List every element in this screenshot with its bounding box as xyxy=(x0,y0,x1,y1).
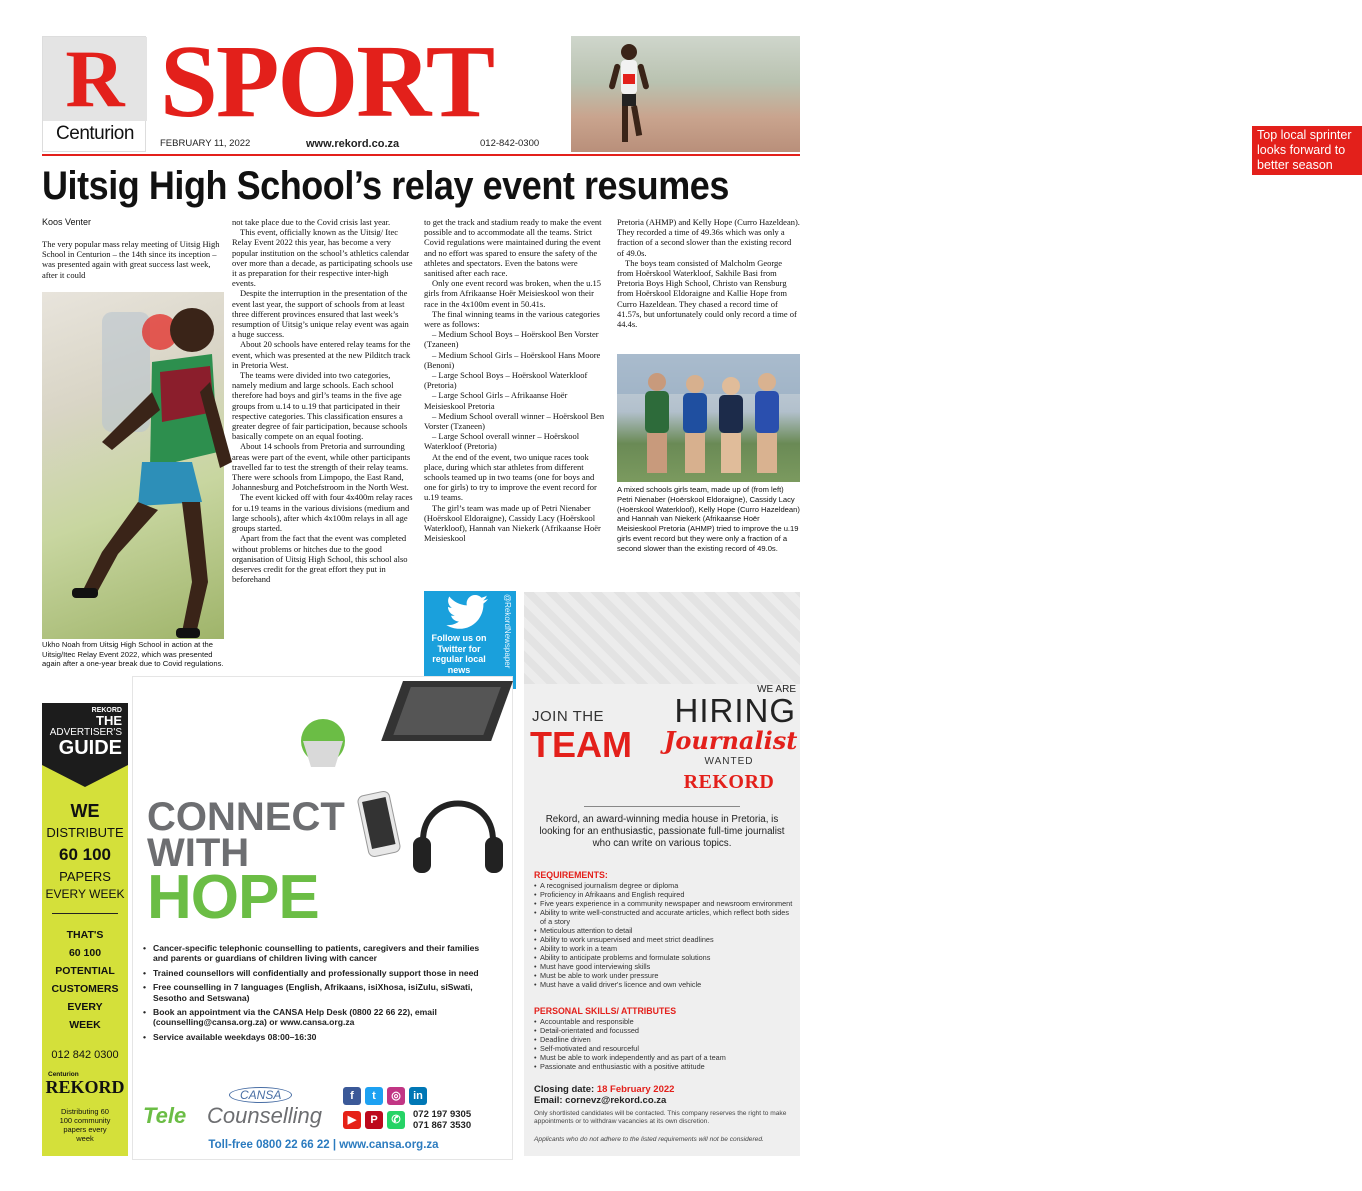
paragraph: – Medium School overall winner – Hoërskool Ben Vorster (Tzaneen) xyxy=(424,410,605,432)
article-column-2 xyxy=(232,217,414,584)
paragraph: The very popular mass relay meeting of Uitsig High School in Centurion – the 14th since its inception – was presented again with great success last week, after it could xyxy=(42,239,220,280)
guide-logo-small: Centurion xyxy=(48,1071,79,1078)
ad-headline-connect xyxy=(147,795,345,875)
list-item: • Ability to work in a team xyxy=(534,944,796,953)
article-column-3 xyxy=(424,217,606,544)
paragraph: About 14 schools from Pretoria and surrounding areas were part of the event, while other participants travelled far to test the strength of their relay teams. There were schools from Limpopo, the East Rand, Johannesburg and Potchefstroom in the North West. xyxy=(232,441,411,493)
paragraph: At the end of the event, two unique races took place, during which star athletes from different schools teamed up in two teams (one for boys and one for girls) to try to improve the event record for u.19 teams. xyxy=(424,451,597,503)
sprinter-photo xyxy=(571,36,1352,172)
list-item: • Cancer-specific telephonic counselling to patients, caregivers and their families and parents or guardians of children living with cancer xyxy=(143,943,483,964)
guide-logo-big: REKORD xyxy=(45,1077,125,1097)
list-item: • Meticulous attention to detail xyxy=(534,926,796,935)
guide-count-2: 60 100 xyxy=(68,947,102,959)
closing-date: 18 February 2022 xyxy=(596,1084,675,1095)
pinterest-icon[interactable]: P xyxy=(365,1111,383,1129)
guide-potential: POTENTIAL xyxy=(55,965,115,977)
phone-2: 071 867 3530 xyxy=(413,1120,472,1131)
whatsapp-icon[interactable]: ✆ xyxy=(387,1111,405,1129)
requirements-list xyxy=(534,881,796,989)
cansa-logo xyxy=(143,1087,333,1133)
guide-header xyxy=(42,703,128,765)
guide-week: WEEK xyxy=(69,1019,101,1031)
cansa-logo-top: CANSA xyxy=(229,1087,292,1103)
list-item: • Book an appointment via the CANSA Help Desk (0800 22 66 22), email (counselling@cansa.org.za) or www.cansa.org.za xyxy=(143,1007,483,1028)
cansa-logo-counselling: Counselling xyxy=(207,1103,322,1128)
logo-letter: R xyxy=(43,37,147,121)
guide-divider xyxy=(52,913,118,914)
tollfree-line[interactable]: Toll-free 0800 22 66 22 | www.cansa.org.za xyxy=(208,1139,439,1151)
cansa-counselling-ad[interactable] xyxy=(132,676,513,1160)
photo-caption: A mixed schools girls team, made up of (from left) Petri Nienaber (Hoërskool Eldoraigne), Cassidy Lacy (Hoërskool Waterkloof), Kelly Hope (Curro Hazeldean) and Hannah van Niekerk (Afrikaanse Hoër Meisieskool Pretoria (AHMP) tried to improve the u.19 girls event record but they were only a fraction of a second slower than the existing record of 49.0s. xyxy=(617,485,800,553)
paragraph: The teams were divided into two categories, namely medium and large schools. Each school therefore had boys and girl’s teams in the five age groups from u.14 to u.19 that participated in their respective categories. This classification ensures a greater degree of fair participation, because schools basically compete on an equal footing. xyxy=(232,370,408,442)
cansa-logo-tele: Tele xyxy=(143,1103,187,1128)
list-item: • Service available weekdays 08:00–16:30 xyxy=(143,1032,483,1042)
list-item: • Must be able to work independently and as part of a team xyxy=(534,1053,796,1062)
requirements-heading: REQUIREMENTS: xyxy=(534,870,608,880)
ad-headline-hope: HOPE xyxy=(147,863,319,932)
paragraph: – Large School overall winner – Hoërskool Waterkloof (Pretoria) xyxy=(424,431,580,452)
youtube-icon[interactable]: ▶ xyxy=(343,1111,361,1129)
whatsapp-numbers xyxy=(413,1109,471,1131)
athlete-figure-icon xyxy=(42,292,224,639)
paragraph: This event, officially known as the Uitsig/ Itec Relay Event 2022 this year, has become a very popular institution on the school’s athletics calendar over more than a decade, as participating schools use it as preparation for their respective inter-high events. xyxy=(232,227,413,289)
join-text: JOIN THE xyxy=(532,708,605,725)
twitter-follow-box[interactable] xyxy=(424,591,516,689)
journalist-hiring-ad[interactable] xyxy=(524,592,800,1156)
paragraph: not take place due to the Covid crisis last year. xyxy=(232,217,391,227)
paragraph: The final winning teams in the various categories were as follows: xyxy=(424,308,600,330)
twitter-message: Follow us on Twitter for regular local news xyxy=(431,633,487,675)
list-item: • Proficiency in Afrikaans and English required xyxy=(534,890,796,899)
guide-customers: CUSTOMERS xyxy=(51,983,119,995)
paragraph: About 20 schools have entered relay teams for the event, which was presented at the new Pilditch track in Pretoria West. xyxy=(232,339,411,370)
teaser-box[interactable]: Top local sprinter looks forward to better season xyxy=(1252,126,1362,175)
list-item: • Passionate and enthusiastic with a positive attitude xyxy=(534,1062,796,1071)
paragraph: Despite the interruption in the presentation of the event last year, the support of schools from at least three different provinces ensured that last week’s resumption of Uitsig’s unique relay event was again a huge success. xyxy=(232,288,409,340)
article-headline: Uitsig High School’s relay event resumes xyxy=(42,164,729,208)
advertisers-guide-ad xyxy=(42,703,128,1156)
rekord-logo xyxy=(42,33,146,152)
list-item: • Accountable and responsible xyxy=(534,1017,796,1026)
connect-text: CONNECT xyxy=(147,795,345,839)
guide-papers: PAPERS xyxy=(59,869,111,884)
guide-distribute: DISTRIBUTE xyxy=(46,825,124,840)
photo-caption: Ukho Noah from Uitsig High School in action at the Uitsig/Itec Relay Event 2022, which was presented again after a one-year break due to Covid regulations. xyxy=(42,640,224,668)
email-line xyxy=(534,1095,674,1106)
with-text: WITH xyxy=(147,831,250,875)
issue-date: FEBRUARY 11, 2022 xyxy=(160,138,251,149)
guide-every-week: EVERY WEEK xyxy=(45,887,125,901)
fine-print-1: Only shortlisted candidates will be contacted. This company reserves the right to make appointments or to withdraw vacancies at its own discretion. xyxy=(534,1110,787,1126)
guide-the: THE xyxy=(96,713,122,728)
closing-line xyxy=(534,1084,674,1095)
guide-thats: THAT'S xyxy=(66,929,104,941)
closing-info xyxy=(534,1084,674,1106)
masthead-rule xyxy=(42,154,800,156)
guide-we: WE xyxy=(70,801,100,821)
phone-1: 072 197 9305 xyxy=(413,1109,472,1120)
divider xyxy=(584,806,740,807)
guide-arrow xyxy=(42,765,128,787)
sprinter-figure-icon xyxy=(611,40,647,148)
paragraph: Only one event record was broken, when the u.15 girls from Afrikaanse Hoër Meisieskool won their race in the 4x100m event in 50.41s. xyxy=(424,278,602,309)
closing-label: Closing date: xyxy=(534,1084,595,1095)
wanted-text: WANTED xyxy=(704,756,754,767)
team-text: TEAM xyxy=(530,724,632,765)
list-item: • Detail-orientated and focussed xyxy=(534,1026,796,1035)
website-link[interactable]: www.rekord.co.za xyxy=(306,138,400,150)
twitter-handle[interactable]: @RekordNewspaper xyxy=(503,594,512,669)
email-label: Email: xyxy=(534,1095,563,1106)
job-intro: Rekord, an award-winning media house in Pretoria, is looking for an enthusiastic, passionate full-time journalist who can write on various topics. xyxy=(539,814,785,849)
paragraph: Apart from the fact that the event was completed without problems or hitches due to the good organisation of Uitsig High School, this school also deserves credit for the great effort they put in beforehand xyxy=(232,533,408,585)
athlete-photo xyxy=(42,292,224,639)
list-item: • Free counselling in 7 languages (English, Afrikaans, isiXhosa, isiZulu, siSwati, Sesotho and Setswana) xyxy=(143,982,483,1003)
paragraph: Pretoria (AHMP) and Kelly Hope (Curro Hazeldean). They recorded a time of 49.36s which was only a fraction of a second slower than the existing record of 49.0s. xyxy=(617,217,800,258)
phone-number: 012-842-0300 xyxy=(480,138,540,149)
paragraph: – Large School Boys – Hoërskool Waterkloof (Pretoria) xyxy=(424,370,588,391)
skills-heading: PERSONAL SKILLS/ ATTRIBUTES xyxy=(534,1006,677,1016)
list-item: • Deadline driven xyxy=(534,1035,796,1044)
team-figures-icon xyxy=(617,354,800,482)
paragraph: The event kicked off with four 4x400m relay races for u.19 teams in the various divisions (medium and large schools), after which 4x100m relays in all age groups started. xyxy=(232,492,413,534)
list-item: • Five years experience in a community newspaper and newsroom environment xyxy=(534,899,796,908)
paragraph: The girl’s team was made up of Petri Nienaber (Hoërskool Eldoraigne), Cassidy Lacy (Hoërskool Waterkloof), Hannah van Niekerk (Afrikaanse Hoër Meisieskool xyxy=(424,502,601,544)
email-link[interactable]: cornevz@rekord.co.za xyxy=(565,1095,667,1106)
girls-team-photo xyxy=(617,354,800,482)
journalist-text: Journalist xyxy=(664,726,798,755)
media-pattern-banner xyxy=(524,592,800,684)
paragraph: – Medium School Boys – Hoërskool Ben Vorster (Tzaneen) xyxy=(424,329,599,350)
section-title: SPORT xyxy=(160,24,494,139)
twitter-bird-icon xyxy=(446,595,490,631)
paragraph: to get the track and stadium ready to make the event possible and to accommodate all the teams. Strict Covid regulations were maintained during the event and no effort was spared to ensure the safety of the athletes and spectators. Even the batons were sanitised after each race. xyxy=(424,217,602,279)
guide-brand: REKORD xyxy=(91,707,122,714)
fine-print-2: Applicants who do not adhere to the listed requirements will not be considered. xyxy=(534,1136,764,1143)
list-item: • Must have good interviewing skills xyxy=(534,962,796,971)
service-list xyxy=(143,943,483,1046)
twitter-icon[interactable]: t xyxy=(365,1087,383,1105)
guide-every: EVERY xyxy=(67,1001,103,1013)
paragraph: – Medium School Girls – Hoërskool Hans Moore (Benoni) xyxy=(424,349,601,370)
logo-place: Centurion xyxy=(56,123,134,144)
list-item: • Ability to anticipate problems and formulate solutions xyxy=(534,953,796,962)
paragraph: – Large School Girls – Afrikaanse Hoër Meisieskool Pretoria xyxy=(424,390,568,411)
guide-count: 60 100 xyxy=(59,845,111,864)
facebook-icon[interactable]: f xyxy=(343,1087,361,1105)
article-column-4 xyxy=(617,217,800,329)
linkedin-icon[interactable]: in xyxy=(409,1087,427,1105)
guide-title: GUIDE xyxy=(58,737,122,759)
guide-phone: 012 842 0300 xyxy=(51,1049,119,1061)
list-item: • Self-motivated and resourceful xyxy=(534,1044,796,1053)
list-item: • Ability to write well-constructed and accurate articles, which reflect both sides of a story xyxy=(534,908,796,926)
instagram-icon[interactable]: ◎ xyxy=(387,1087,405,1105)
hiring-text: HIRING xyxy=(674,692,796,729)
article-column-1 xyxy=(42,239,222,280)
we-are-text: WE ARE xyxy=(757,684,796,695)
rekord-logo-small: REKORD xyxy=(683,771,775,793)
skills-list xyxy=(534,1017,796,1071)
list-item: • A recognised journalism degree or diploma xyxy=(534,881,796,890)
paragraph: The boys team consisted of Malcholm George from Hoërskool Waterkloof, Sakhile Basi from Pretoria Boys High School, Christo van Rensburg from Hoërskool Eldoraigne and Kallie Hope from Curro Hazeldean. They chased a record time of 41.57s, but unfortunately could only record a time of 44.4s. xyxy=(617,257,797,330)
list-item: • Must have a valid driver's licence and own vehicle xyxy=(534,980,796,989)
list-item: • Trained counsellors will confidentially and professionally support those in need xyxy=(143,968,483,978)
guide-footer: Distributing 60 100 community papers every week xyxy=(59,1107,111,1143)
list-item: • Must be able to work under pressure xyxy=(534,971,796,980)
list-item: • Ability to work unsupervised and meet strict deadlines xyxy=(534,935,796,944)
byline: Koos Venter xyxy=(42,217,92,227)
guide-advertisers: ADVERTISER'S xyxy=(49,727,122,738)
